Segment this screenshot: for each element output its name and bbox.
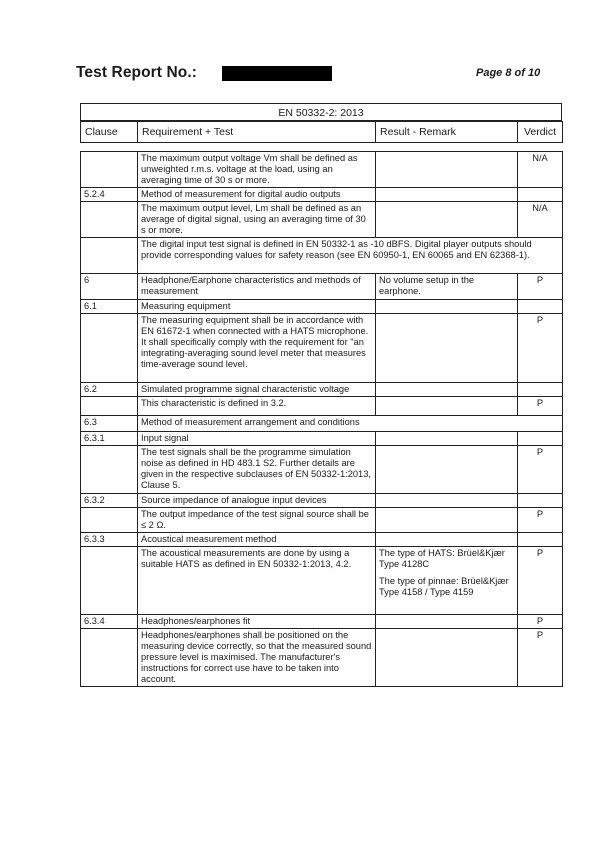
requirement-cell: Headphone/Earphone characteristics and methods of measurement [138, 274, 376, 300]
report-header [0, 0, 600, 100]
result-cell [376, 446, 518, 494]
requirement-cell: The acoustical measurements are done by using a suitable HATS as defined in EN 50332-1:2013, 4.2. [138, 547, 376, 615]
clause-cell [81, 202, 138, 238]
page-number: Page 8 of 10 [476, 67, 541, 79]
verdict-cell: P [518, 314, 563, 383]
table-row [81, 432, 563, 446]
result-cell [376, 629, 518, 687]
requirement-cell: The maximum output voltage Vm shall be defined as unweighted r.m.s. voltage at the load, using an averaging time of 30 s or more. [138, 152, 376, 188]
report-title: Test Report No.: [76, 64, 198, 81]
result-cell [376, 397, 518, 416]
result-cell [376, 152, 518, 188]
requirement-cell: This characteristic is defined in 3.2. [138, 397, 376, 416]
requirement-cell: Measuring equipment [138, 300, 376, 314]
clause-cell [81, 547, 138, 615]
clause-cell [81, 152, 138, 188]
result-cell [376, 202, 518, 238]
table-row [81, 494, 563, 508]
verdict-cell: P [518, 508, 563, 533]
table-row [81, 383, 563, 397]
result-cell [376, 508, 518, 533]
table-row [81, 274, 563, 300]
verdict-cell [518, 300, 563, 314]
pinnae-type-remark: The type of pinnae: Brüel&Kjær Type 4158 / Type 4159 [379, 576, 509, 597]
table-row [81, 314, 563, 383]
table-row [81, 533, 563, 547]
verdict-cell [518, 494, 563, 508]
clause-cell [81, 446, 138, 494]
verdict-header: Verdict [518, 122, 563, 143]
verdict-cell: P [518, 274, 563, 300]
requirement-cell: Acoustical measurement method [138, 533, 376, 547]
clause-cell [81, 629, 138, 687]
test-table [80, 151, 563, 687]
requirement-cell: Input signal [138, 432, 376, 446]
verdict-cell [518, 383, 563, 397]
verdict-cell: P [518, 397, 563, 416]
requirement-cell: The test signals shall be the programme simulation noise as defined in HD 483.1 S2. Further details are given in the respective subclauses of EN 50332-1:2013, Clause 5. [138, 446, 376, 494]
table-row [81, 416, 563, 432]
table-row [81, 238, 563, 274]
requirement-cell: The maximum output level, Lm shall be defined as an average of digital signal, using an averaging time of 30 s or more. [138, 202, 376, 238]
result-cell [376, 383, 518, 397]
clause-cell [81, 314, 138, 383]
clause-header: Clause [81, 122, 138, 143]
result-cell [376, 615, 518, 629]
redacted-report-number [222, 66, 332, 81]
clause-cell: 6.3.4 [81, 615, 138, 629]
clause-cell: 5.2.4 [81, 188, 138, 202]
clause-cell: 6.3.1 [81, 432, 138, 446]
clause-cell: 6.3.3 [81, 533, 138, 547]
table-row [81, 397, 563, 416]
requirement-header: Requirement + Test [138, 122, 376, 143]
table-row [81, 188, 563, 202]
requirement-cell: Simulated programme signal characteristic voltage [138, 383, 376, 397]
verdict-cell: N/A [518, 202, 563, 238]
verdict-cell: P [518, 446, 563, 494]
requirement-cell: Method of measurement arrangement and conditions [138, 416, 563, 432]
verdict-cell [518, 533, 563, 547]
verdict-cell: P [518, 629, 563, 687]
clause-cell [81, 397, 138, 416]
table-row [81, 152, 563, 188]
verdict-cell: P [518, 615, 563, 629]
result-cell [376, 300, 518, 314]
column-headers [80, 121, 563, 143]
verdict-cell: P [518, 547, 563, 615]
result-cell [376, 188, 518, 202]
table-row [81, 629, 563, 687]
table-row [81, 300, 563, 314]
verdict-cell [518, 188, 563, 202]
result-header: Result - Remark [376, 122, 518, 143]
clause-cell: 6.3.2 [81, 494, 138, 508]
requirement-cell: Source impedance of analogue input devices [138, 494, 376, 508]
verdict-cell [518, 432, 563, 446]
table-row [81, 446, 563, 494]
result-cell [376, 432, 518, 446]
clause-cell: 6.2 [81, 383, 138, 397]
hats-type-remark: The type of HATS: Brüel&Kjær Type 4128C [379, 548, 505, 569]
clause-cell: 6 [81, 274, 138, 300]
standard-title: EN 50332-2: 2013 [80, 103, 562, 121]
result-cell [376, 314, 518, 383]
requirement-cell: The measuring equipment shall be in accordance with EN 61672-1 when connected with a HATS microphone. It shall specifically comply with the requirement for "an integrating-averaging sound level meter that measures time-average sound level. [138, 314, 376, 383]
result-cell [376, 547, 518, 615]
result-cell [376, 533, 518, 547]
result-cell: No volume setup in the earphone. [376, 274, 518, 300]
clause-cell [81, 238, 138, 274]
requirement-cell: The digital input test signal is defined in EN 50332-1 as -10 dBFS. Digital player outputs should provide corresponding values for safety reason (see EN 60950-1, EN 60065 and EN 62368-1). [138, 238, 563, 274]
table-row [81, 547, 563, 615]
clause-cell: 6.3 [81, 416, 138, 432]
requirement-cell: Method of measurement for digital audio outputs [138, 188, 376, 202]
verdict-cell: N/A [518, 152, 563, 188]
table-row [81, 202, 563, 238]
requirement-cell: Headphones/earphones fit [138, 615, 376, 629]
requirement-cell: Headphones/earphones shall be positioned on the measuring device correctly, so that the measured sound pressure level is maximised. The manufacturer's instructions for correct use have to be taken into account. [138, 629, 376, 687]
table-row [81, 615, 563, 629]
requirement-cell: The output impedance of the test signal source shall be ≤ 2 Ω. [138, 508, 376, 533]
result-cell [376, 494, 518, 508]
table-row [81, 508, 563, 533]
clause-cell: 6.1 [81, 300, 138, 314]
clause-cell [81, 508, 138, 533]
